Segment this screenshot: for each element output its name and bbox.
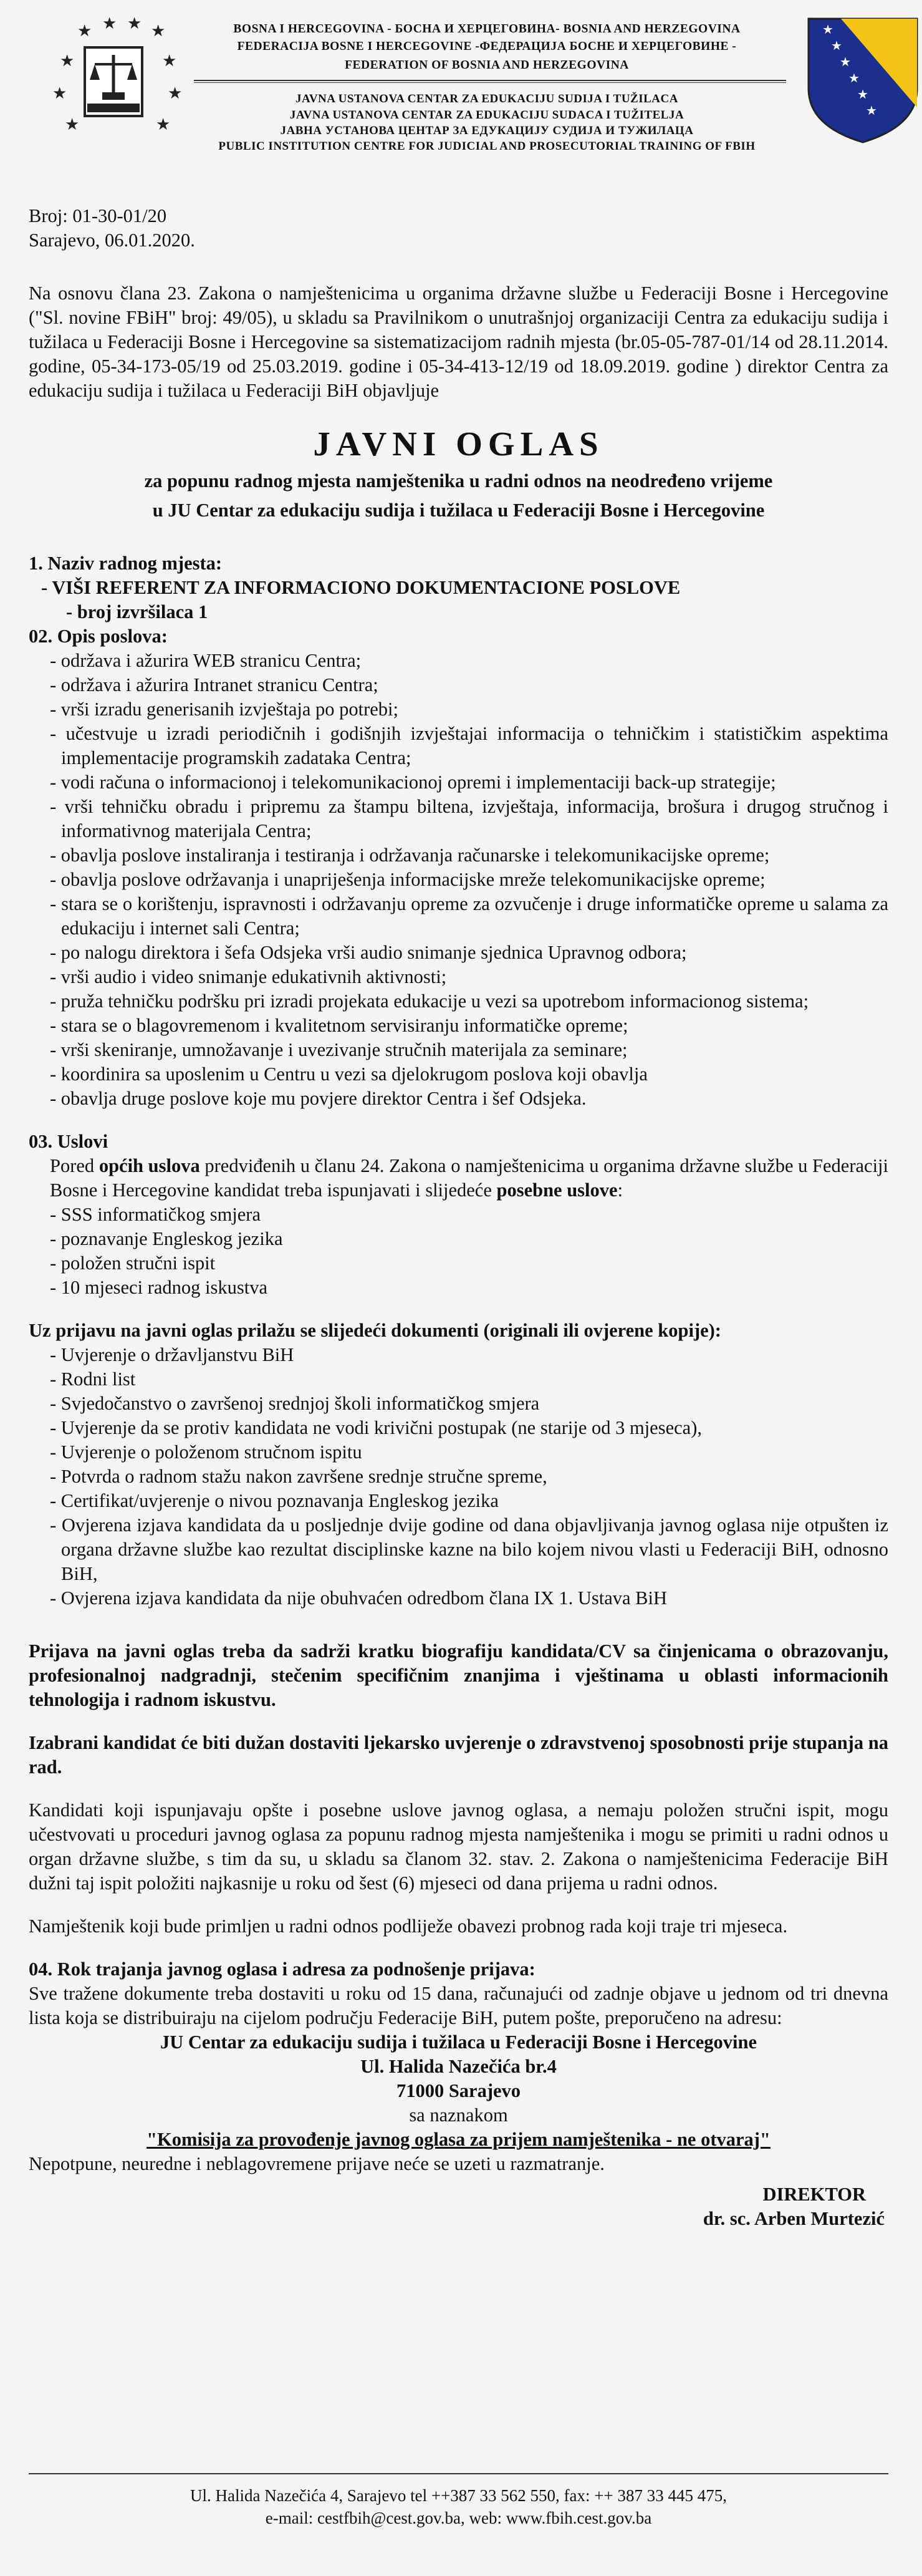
signatory-name: dr. sc. Arben Murtezić — [703, 2208, 885, 2229]
duties-list — [29, 649, 888, 1111]
duty-item: - vrši izradu generisanih izvještaja po potrebi; — [50, 699, 398, 720]
duty-item: - po nalogu direktora i šefa Odsjeka vrši audio snimanje sjednica Upravnog odbora; — [50, 942, 687, 963]
position-count: - broj izvršilaca 1 — [66, 601, 208, 622]
duty-item: - vrši skeniranje, umnožavanje i uvezivanje stručnih materijala za seminare; — [50, 1039, 628, 1060]
svg-text:★: ★ — [866, 104, 877, 118]
document-item: - Certifikat/uvjerenje o nivou poznavanja Engleskog jezika — [50, 1490, 499, 1511]
cv-note: Prijava na javni oglas treba da sadrži kratku biografiju kandidata/CV sa činjenicama o obrazovanju, profesionalnoj nadgradnji, stečenim specifičnim znanjima i vještinama u oblasti informacionih tehnologija i radnom iskustvu. — [29, 1640, 888, 1710]
probation-note: Namještenik koji bude primljen u radni odnos podliježe obavezi probnog rada koji traje tri mjeseca. — [29, 1915, 788, 1937]
duty-item: - stara se o blagovremenom i kvalitetnom servisiranju informatičke opreme; — [50, 1015, 628, 1036]
document-meta — [29, 204, 888, 253]
document-item: - Ovjerena izjava kandidata da nije obuhvaćen odredbom člana IX 1. Ustava BiH — [50, 1587, 668, 1609]
exam-note: Kandidati koji ispunjavaju opšte i posebne uslove javnog oglasa, a nemaju položen stručni ispit, mogu učestvovati u proceduri javnog oglasa za popunu radnog mjesta namještenika i mogu se primiti u radni odnos u organ državne službe, s tim da su, u skladu sa članom 32. stav. 2. Zakona o namještenicima Federacije BiH dužni taj ispit položiti najkasnije u roku od šest (6) mjeseci od dana prijema u radni odnos. — [29, 1799, 888, 1894]
letterhead-divider-thin — [194, 82, 786, 83]
intro-paragraph: Na osnovu člana 23. Zakona o namještenicima u organima državne službe u Federaciji Bosne i Hercegovine ("Sl. novine FBiH" broj: 49/05), u skladu sa Pravilnikom o unutrašnjoj organizaciji Centra za edukaciju sudija i tužilaca u Federaciji Bosne i Hercegovine sa sistematizacijom radnih mjesta (br.05-05-787-01/14 od 28.11.2014. godine, 05-34-173-05/19 od 25.03.2019. godine i 05-34-413-12/19 od 18.09.2019. godine ) direktor Centra za edukaciju sudija i tužilaca u Federaciji BiH objavljuje — [29, 283, 888, 401]
document-date: Sarajevo, 06.01.2020. — [29, 230, 195, 251]
duty-item: - pruža tehničku podršku pri izradi projekata edukacije u vezi sa upotrebom informacionog sistema; — [50, 990, 809, 1012]
svg-text:★: ★ — [151, 22, 166, 40]
svg-text:★: ★ — [840, 56, 851, 69]
svg-text:★: ★ — [102, 14, 117, 32]
coat-of-arms-seal-icon — [46, 14, 183, 158]
document-title: JAVNI OGLAS — [313, 425, 604, 463]
letterhead-line-7: PUBLIC INSTITUTION CENTRE FOR JUDICIAL AND PROSECUTORIAL TRAINING OF FBIH — [218, 140, 756, 153]
letterhead-line-5: JAVNA USTANOVA CENTAR ZA EDUKACIJU SUDACA I TUŽITELJA — [289, 109, 684, 122]
medical-note: Izabrani kandidat će biti dužan dostaviti ljekarsko uvjerenje o zdravstvenoj sposobnosti prije stupanja na rad. — [29, 1732, 888, 1778]
document-item: - Potvrda o radnom stažu nakon završene srednje stručne spreme, — [50, 1466, 547, 1487]
svg-text:★: ★ — [822, 23, 833, 37]
letterhead-line-1: BOSNA I HERCEGOVINA - БОСНА И ХЕРЦЕГОВИНА- BOSNIA AND HERZEGOVINA — [233, 22, 741, 36]
bih-coat-of-arms-icon — [804, 14, 922, 146]
svg-text:★: ★ — [162, 52, 177, 70]
svg-text:★: ★ — [127, 14, 142, 32]
conditions-bold: posebne uslove — [496, 1179, 618, 1201]
svg-text:★: ★ — [831, 39, 842, 53]
duty-item: - učestvuje u izradi periodičnih i godišnjih izvještajai informacija o tehničkim i statističkim aspektima implementacije programskih zadataka Centra; — [50, 723, 888, 768]
svg-text:★: ★ — [77, 22, 92, 40]
svg-text:★: ★ — [848, 72, 860, 85]
duty-item: - stara se o korištenju, ispravnosti i održavanju opreme za ozvučenje i druge informatičke opreme u salama za edukaciju i internet sali Centra; — [50, 893, 888, 939]
address-line-2: Ul. Halida Nazečića br.4 — [360, 2056, 557, 2077]
svg-text:★: ★ — [156, 115, 171, 133]
signatory-role: DIREKTOR — [762, 2184, 866, 2205]
footer-contact: e-mail: cestfbih@cest.gov.ba, web: www.fbih.cest.gov.ba — [265, 2509, 652, 2527]
reference-number: Broj: 01-30-01/20 — [29, 205, 167, 226]
duty-item: - održava i ažurira WEB stranicu Centra; — [50, 650, 362, 671]
address-line-4: sa naznakom — [409, 2104, 508, 2126]
section-duties — [29, 624, 888, 1111]
condition-item: - položen stručni ispit — [50, 1252, 216, 1274]
letterhead-line-4: JAVNA USTANOVA CENTAR ZA EDUKACIJU SUDIJA I TUŽILACA — [295, 92, 678, 105]
final-note: Nepotpune, neuredne i neblagovremene prijave neće se uzeti u razmatranje. — [29, 2153, 605, 2174]
subtitle-line-1: za popunu radnog mjesta namještenika u radni odnos na neodređeno vrijeme — [144, 470, 773, 491]
signature-block — [29, 2182, 888, 2231]
duty-item: - obavlja druge poslove koje mu povjere direktor Centra i šef Odsjeka. — [50, 1088, 587, 1109]
svg-text:★: ★ — [65, 115, 80, 133]
footer — [29, 2473, 888, 2529]
duty-item: - vodi računa o informacionoj i telekomunikacionoj opremi i implementaciji back-up strategije; — [50, 772, 776, 793]
address-line-3: 71000 Sarajevo — [396, 2080, 521, 2101]
condition-item: - 10 mjeseci radnog iskustva — [50, 1277, 267, 1298]
section-position — [29, 551, 888, 624]
duty-item: - vrši audio i video snimanje edukativnih aktivnosti; — [50, 966, 447, 987]
conditions-bold: općih uslova — [98, 1155, 200, 1176]
svg-text:★: ★ — [857, 88, 868, 102]
document-item: - Uvjerenje o položenom stručnom ispitu — [50, 1441, 362, 1463]
conditions-paragraph — [29, 1154, 888, 1203]
document-item: - Ovjerena izjava kandidata da u posljednje dvije godine od dana objavljivanja javnog oglasa nije otpušten iz organa državne službe kao rezultat disciplinske kazne na bilo kojem nivou vlasti u Federaciji BiH, odnosno BiH, — [50, 1514, 888, 1584]
duty-item: - vrši tehničku obradu i pripremu za štampu biltena, izvještaja, informacija, brošura i drugog stručnog i informativnog materijala Centra; — [50, 796, 888, 841]
document-item: - Uvjerenje o državljanstvu BiH — [50, 1344, 294, 1365]
letterhead — [29, 0, 888, 165]
section-conditions — [29, 1130, 888, 1300]
letterhead-divider — [194, 80, 786, 81]
section-deadline — [29, 1957, 888, 2176]
letterhead-line-3: FEDERATION OF BOSNIA AND HERZEGOVINA — [345, 59, 629, 72]
documents-list — [29, 1343, 888, 1610]
duty-item: - održava i ažurira Intranet stranicu Centra; — [50, 674, 378, 695]
section-heading: 02. Opis poslova: — [29, 626, 168, 647]
svg-text:★: ★ — [168, 84, 183, 102]
conditions-text: predviđenih u članu 24. Zakona o namještenicima u organima državne službe u Federaciji Bosne i Hercegovine kandidat treba ispunjavati i slijedeće — [50, 1155, 888, 1201]
svg-text:★: ★ — [52, 84, 67, 102]
position-title: - VIŠI REFERENT ZA INFORMACIONO DOKUMENTACIONE POSLOVE — [41, 577, 681, 598]
condition-item: - poznavanje Engleskog jezika — [50, 1228, 283, 1249]
svg-text:★: ★ — [60, 52, 75, 70]
address-line-1: JU Centar za edukaciju sudija i tužilaca u Federaciji Bosne i Hercegovine — [160, 2031, 757, 2053]
footer-address: Ul. Halida Nazečića 4, Sarajevo tel ++387 33 562 550, fax: ++ 387 33 445 475, — [190, 2486, 727, 2505]
conditions-text: Pored — [50, 1155, 99, 1176]
letterhead-line-2: FEDERACIJA BOSNE I HERCEGOVINE -ФЕДЕРАЦИЈА БОСНЕ И ХЕРЦЕГОВИНЕ - — [237, 40, 737, 53]
document-item: - Uvjerenje da se protiv kandidata ne vodi krivični postupak (ne starije od 3 mjeseca), — [50, 1417, 702, 1438]
envelope-mark: "Komisija za provođenje javnog oglasa za prijem namještenika - ne otvaraj" — [146, 2129, 771, 2150]
section-heading: 03. Uslovi — [29, 1131, 108, 1152]
section-documents — [29, 1319, 888, 1610]
duty-item: - obavlja poslove instaliranja i testiranja i održavanja računarske i telekomunikacijske opreme; — [50, 845, 770, 866]
letterhead-line-6: ЈАВНА УСТАНОВА ЦЕНТАР ЗА ЕДУКАЦИЈУ СУДИЈА И ТУЖИЛАЦА — [280, 124, 694, 137]
deadline-text: Sve tražene dokumente treba dostaviti u roku od 15 dana, računajući od zadnje objave u jednom od tri dnevna lista koja se distribuiraju na cijelom području Federacije BiH, putem pošte, preporučeno na adresu: — [29, 1983, 888, 2028]
duty-item: - koordinira sa uposlenim u Centru u vezi sa djelokrugom poslova koji obavlja — [50, 1063, 648, 1085]
conditions-list — [29, 1203, 888, 1300]
duty-item: - obavlja poslove održavanja i unapriješenja informacijske mreže telekomunikacijske opreme; — [50, 869, 766, 890]
section-heading: Uz prijavu na javni oglas prilažu se slijedeći dokumenti (originali ili ovjerene kopije): — [29, 1320, 721, 1341]
document-item: - Rodni list — [50, 1368, 136, 1390]
subtitle-line-2: u JU Centar za edukaciju sudija i tužilaca u Federaciji Bosne i Hercegovine — [152, 500, 765, 521]
conditions-text: : — [617, 1179, 623, 1201]
section-heading: 1. Naziv radnog mjesta: — [29, 553, 223, 574]
document-item: - Svjedočanstvo o završenoj srednjoj školi informatičkog smjera — [50, 1393, 540, 1414]
condition-item: - SSS informatičkog smjera — [50, 1204, 261, 1225]
section-heading: 04. Rok trajanja javnog oglasa i adresa za podnošenje prijava: — [29, 1959, 535, 1980]
